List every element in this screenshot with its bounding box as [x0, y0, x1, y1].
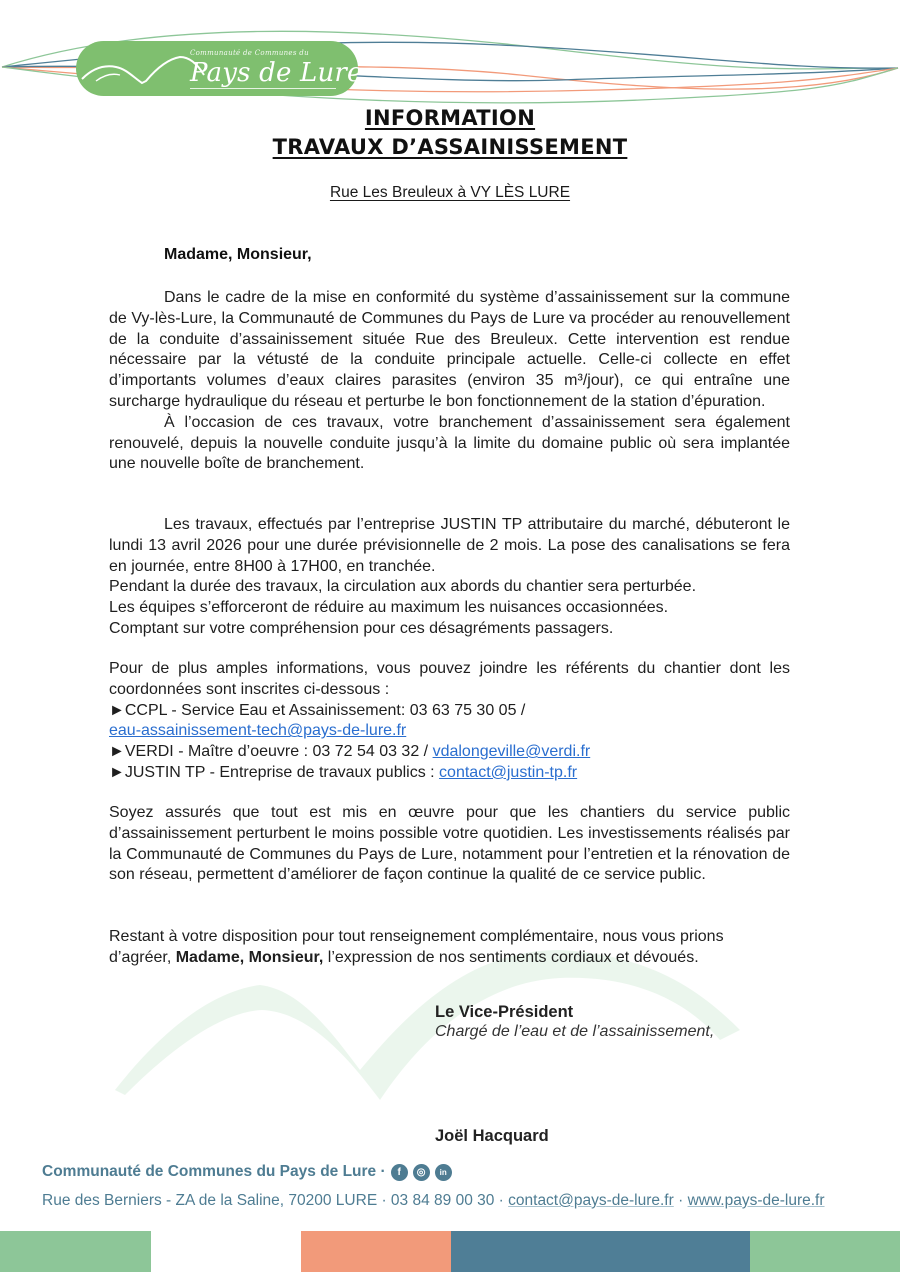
email-link-justin[interactable]: contact@justin-tp.fr	[439, 763, 578, 781]
contacts-section	[109, 659, 790, 784]
body-section-4	[109, 927, 759, 969]
logo-tagline: Communauté de Communes du	[190, 49, 309, 57]
footer-band-salmon	[301, 1231, 451, 1272]
signatory-name: Joël Hacquard	[435, 1127, 549, 1145]
paragraph-nuisances: Les équipes s’efforceront de réduire au maximum les nuisances occasionnées.	[109, 599, 669, 617]
body-section-3	[109, 803, 790, 886]
paragraph-closing: Restant à votre disposition pour tout renseignement complémentaire, nous vous prions d’agréer, Madame, Monsieur, l’expression de nos sentiments cordiaux et dévoués.	[109, 928, 724, 966]
linkedin-icon[interactable]: in	[435, 1164, 452, 1181]
bullet-arrow-icon: ►	[109, 743, 125, 761]
footer-band-blue	[451, 1231, 750, 1272]
paragraph-branchement: À l’occasion de ces travaux, votre branchement d’assainissement sera également renouvelé, depuis la nouvelle conduite jusqu’à la limite du domaine public où sera implantée une nouvelle boîte de branchement.	[109, 413, 790, 473]
footer-contact-line: Rue des Berniers - ZA de la Saline, 70200 LURE · 03 84 89 00 30 · contact@pays-de-lure.fr · www.pays-de-lure.fr	[42, 1192, 825, 1209]
page-subtitle: Rue Les Breuleux à VY LÈS LURE	[329, 184, 571, 201]
subtitle-wrap	[0, 184, 900, 202]
contact-item-justin: ►JUSTIN TP - Entreprise de travaux publics : contact@justin-tp.fr	[109, 763, 578, 781]
bullet-arrow-icon: ►	[109, 701, 125, 719]
paragraph-traffic: Pendant la durée des travaux, la circulation aux abords du chantier sera perturbée.	[109, 578, 697, 596]
footer-org-line	[42, 1163, 452, 1181]
facebook-icon[interactable]: f	[391, 1164, 408, 1181]
paragraph-thanks: Comptant sur votre compréhension pour ces désagréments passagers.	[109, 619, 614, 637]
contact-item-verdi: ►VERDI - Maître d’oeuvre : 03 72 54 03 32 / vdalongeville@verdi.fr	[109, 743, 591, 761]
footer-band-green-right	[750, 1231, 900, 1272]
footer-org-name: Communauté de Communes du Pays de Lure ·	[42, 1163, 386, 1180]
signatory-role: Chargé de l’eau et de l’assainissement,	[435, 1023, 715, 1040]
instagram-icon[interactable]: ◎	[413, 1164, 430, 1181]
email-link-verdi[interactable]: vdalongeville@verdi.fr	[432, 743, 591, 761]
footer-email-link[interactable]: contact@pays-de-lure.fr	[508, 1192, 674, 1209]
paragraph-contacts-intro: Pour de plus amples informations, vous pouvez joindre les référents du chantier dont les coordonnées sont inscrites ci-dessous :	[109, 660, 790, 698]
contact-item-ccpl: ►CCPL - Service Eau et Assainissement: 03 63 75 30 05 / eau-assainissement-tech@pays-de-lure.fr	[109, 701, 526, 740]
title-line-1-wrap	[0, 106, 900, 130]
paragraph-context: Dans le cadre de la mise en conformité du système d’assainissement sur la commune de Vy-lès-Lure, la Communauté de Communes du Pays de Lure va procéder au renouvellement de la conduite d’assainissement située Rue des Breuleux. Cette intervention est rendue nécessaire par la vétusté de la conduite principale actuelle. Celle-ci collecte en effet d’importants volumes d’eaux claires parasites (environ 35 m³/jour), ce qui entraîne une surcharge hydraulique du réseau et perturbe le bon fonctionnement de la station d’épuration.	[109, 289, 790, 410]
logo-underline	[190, 88, 336, 89]
body-section-2	[109, 515, 790, 640]
footer-band-green-left	[0, 1231, 151, 1272]
title-line-2-wrap	[0, 135, 900, 159]
body-section-1	[109, 288, 790, 475]
signatory-title: Le Vice-Président	[435, 1003, 574, 1021]
footer-website-link[interactable]: www.pays-de-lure.fr	[687, 1192, 825, 1209]
page-title-line-2: TRAVAUX D’ASSAINISSEMENT	[272, 135, 628, 159]
paragraph-commitment: Soyez assurés que tout est mis en œuvre pour que les chantiers du service public d’assainissement perturbent le moins possible votre quotidien. Les investissements réalisés par la Communauté de Communes du Pays de Lure, notamment pour l’entretien et la rénovation de son réseau, permettent d’améliorer de façon continue la qualité de ce service public.	[109, 804, 790, 884]
paragraph-schedule: Les travaux, effectués par l’entreprise JUSTIN TP attributaire du marché, débuteront le lundi 13 avril 2026 pour une durée prévisionnelle de 2 mois. La pose des canalisations se fera en journée, entre 8H00 à 17H00, en tranchée.	[109, 516, 790, 575]
footer-address: Rue des Berniers - ZA de la Saline, 70200 LURE · 03 84 89 00 30 ·	[42, 1192, 509, 1209]
email-link-ccpl[interactable]: eau-assainissement-tech@pays-de-lure.fr	[109, 722, 407, 740]
salutation: Madame, Monsieur,	[164, 246, 312, 263]
bullet-arrow-icon: ►	[109, 763, 125, 781]
page-title-line-1: INFORMATION	[364, 106, 536, 130]
logo-name: Pays de Lure	[190, 58, 363, 88]
